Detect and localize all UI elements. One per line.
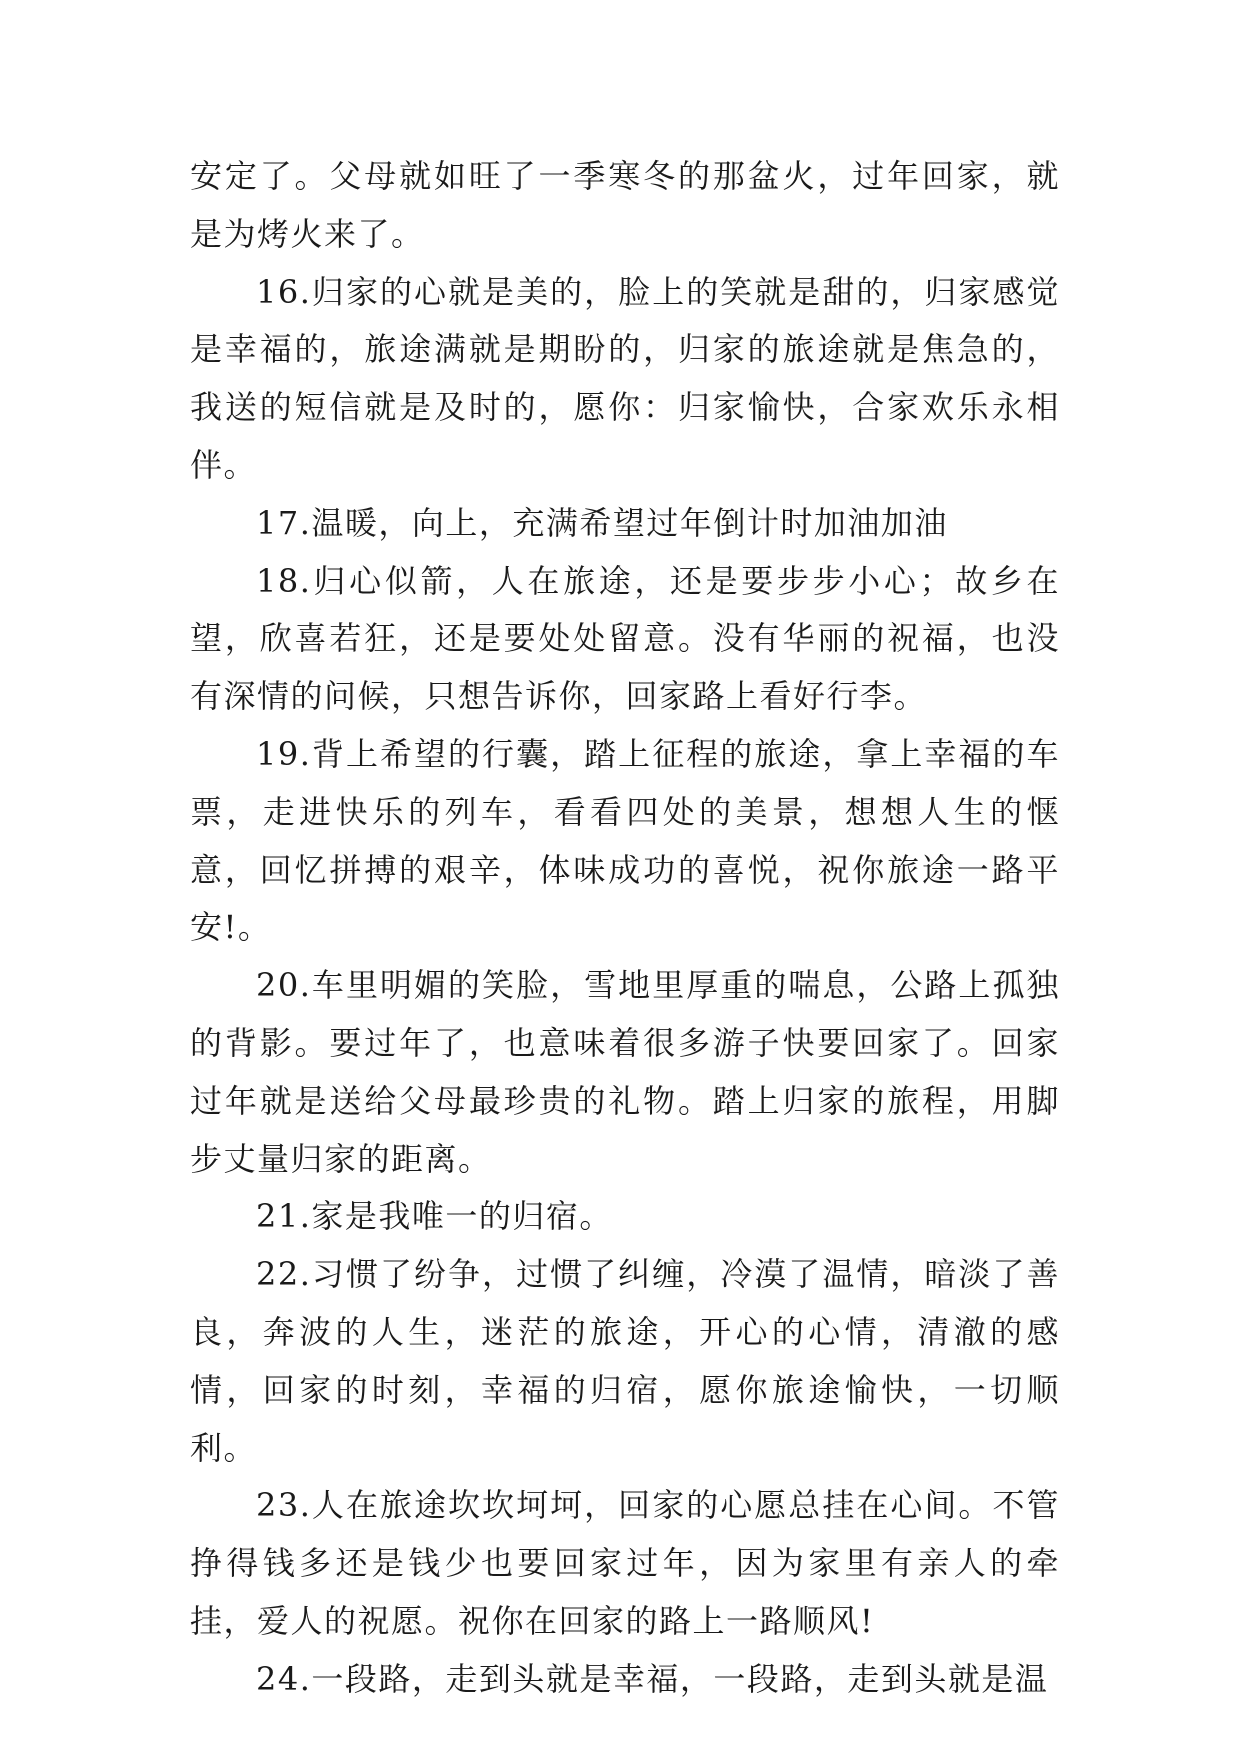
- paragraph-17: 17.温暖，向上，充满希望过年倒计时加油加油: [256, 503, 948, 542]
- paragraph-23: 23.人在旅途坎坎坷坷，回家的心愿总挂在心间。不管挣得钱多还是钱少也要回家过年，因为家里有亲人的牵挂，爱人的祝愿。祝你在回家的路上一路顺风!: [190, 1486, 1060, 1640]
- paragraph-22: 22.习惯了纷争，过惯了纠缠，冷漠了温情，暗淡了善良，奔波的人生，迷茫的旅途，开心的心情，清澈的感情，回家的时刻，幸福的归宿，愿你旅途愉快，一切顺利。: [190, 1255, 1060, 1467]
- paragraph-18: 18.归心似箭，人在旅途，还是要步步小心；故乡在望，欣喜若狂，还是要处处留意。没有华丽的祝福，也没有深情的问候，只想告诉你，回家路上看好行李。: [190, 561, 1060, 716]
- body-text: [190, 148, 1060, 1709]
- paragraph-21: 21.家是我唯一的归宿。: [256, 1197, 613, 1236]
- paragraph-continued: 安定了。父母就如旺了一季寒冬的那盆火，过年回家，就是为烤火来了。: [190, 157, 1060, 253]
- paragraph-19: 19.背上希望的行囊，踏上征程的旅途，拿上幸福的车票，走进快乐的列车，看看四处的美景，想想人生的惬意，回忆拼搏的艰辛，体味成功的喜悦，祝你旅途一路平安!。: [190, 734, 1060, 947]
- paragraph-16: 16.归家的心就是美的，脸上的笑就是甜的，归家感觉是幸福的，旅途满就是期盼的，归家的旅途就是焦急的，我送的短信就是及时的，愿你：归家愉快，合家欢乐永相伴。: [190, 272, 1060, 484]
- paragraph-24: 24.一段路，走到头就是幸福，一段路，走到头就是温: [256, 1659, 1049, 1698]
- paragraph-20: 20.车里明媚的笑脸，雪地里厚重的喘息，公路上孤独的背影。要过年了，也意味着很多游子快要回家了。回家过年就是送给父母最珍贵的礼物。踏上归家的旅程，用脚步丈量归家的距离。: [190, 966, 1060, 1178]
